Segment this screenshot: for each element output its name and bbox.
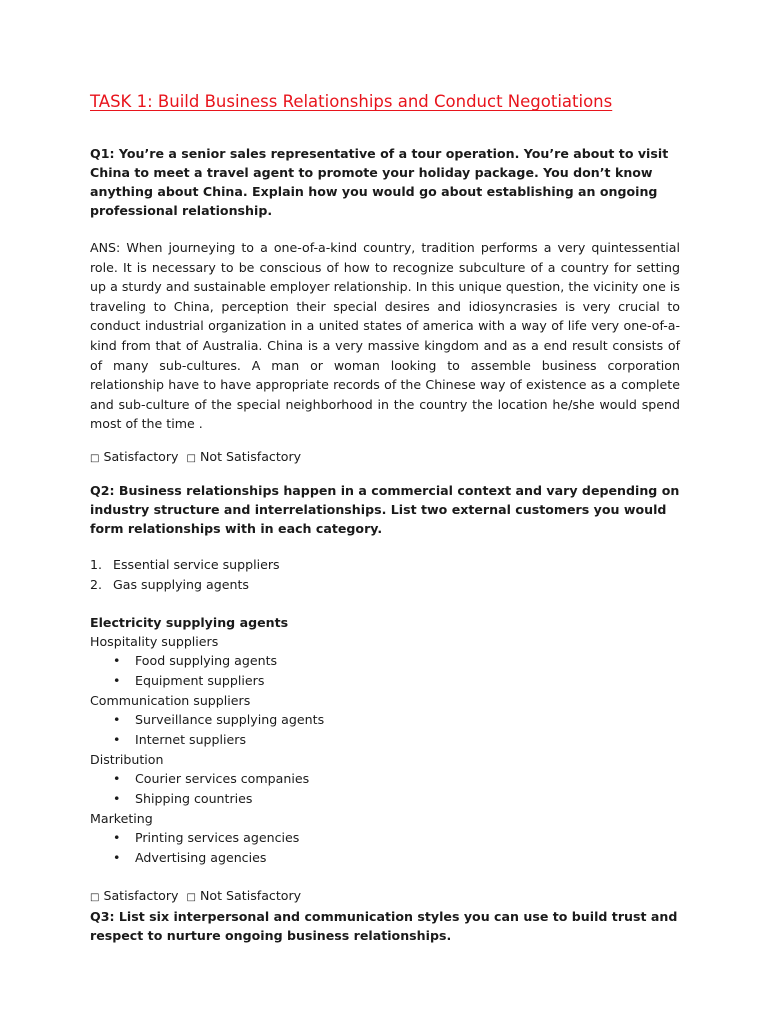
assessment-status-1 [90, 447, 680, 468]
category-groups [90, 632, 680, 868]
list-item [90, 651, 680, 671]
not-satisfactory-checkbox[interactable]: □ [186, 452, 196, 464]
satisfactory-label: Satisfactory [103, 887, 179, 903]
list-item-text: Advertising agencies [135, 849, 267, 865]
list-item-text: Equipment suppliers [135, 672, 265, 688]
list-item [90, 789, 680, 809]
question-2: Q2: Business relationships happen in a commercial context and vary depending on industry structure and interrelationships. List two external customers you would form relationships with in each category. [90, 482, 680, 536]
bullet-list [90, 828, 680, 868]
not-satisfactory-checkbox[interactable]: □ [186, 891, 196, 903]
bullet-icon: • [113, 790, 121, 806]
numbered-item [90, 575, 680, 595]
bullet-list [90, 769, 680, 809]
assessment-status-2 [90, 886, 680, 907]
list-item [90, 848, 680, 868]
question-3: Q3: List six interpersonal and communication styles you can use to build trust and respect to nurture ongoing business relationships. [90, 908, 678, 943]
question-1: Q1: You’re a senior sales representative of a tour operation. You’re about to visit China to meet a travel agent to promote your holiday package. You don’t know anything about China. Explain how you would go about establishing an ongoing professional relationship. [90, 146, 669, 218]
list-item-text: Surveillance supplying agents [135, 711, 325, 727]
category-heading: Distribution [90, 751, 164, 767]
answer-1: ANS: When journeying to a one-of-a-kind country, tradition performs a very quintessential role. It is necessary to be conscious of how to recognize subculture of a country for setting up a sturdy and sustainable employer relationship. In this unique question, the vicinity one is traveling to China, perception their special desires and idiosyncrasies is very crucial to conduct industrial organization in a united states of america with a way of life very one-of-a-kind from that of Australia. China is a very massive kingdom and as a end result consists of of many sub-cultures. A man or woman looking to assemble business corporation relationship have to have appropriate records of the Chinese way of existence as a complete and sub-culture of the special neighborhood in the country the location he/she would spend most of the time . [90, 240, 680, 432]
bullet-icon: • [113, 770, 121, 786]
list-item-text: Internet suppliers [135, 731, 247, 747]
list-item [90, 671, 680, 691]
bullet-icon: • [113, 652, 121, 668]
satisfactory-checkbox[interactable]: □ [90, 891, 100, 903]
bullet-icon: • [113, 849, 121, 865]
bullet-icon: • [113, 672, 121, 688]
list-item [90, 730, 680, 750]
list-number: 2. [90, 576, 103, 592]
list-item [90, 769, 680, 789]
list-item [90, 710, 680, 730]
category-heading: Marketing [90, 810, 153, 826]
list-item-text: Shipping countries [135, 790, 253, 806]
list-item-text: Printing services agencies [135, 829, 300, 845]
list-item-text: Food supplying agents [135, 652, 278, 668]
list-item-text: Courier services companies [135, 770, 310, 786]
category-heading: Communication suppliers [90, 692, 251, 708]
bullet-icon: • [113, 711, 121, 727]
category-heading-bold: Electricity supplying agents [90, 614, 289, 630]
bullet-icon: • [113, 829, 121, 845]
document-content [90, 92, 680, 945]
document-title: TASK 1: Build Business Relationships and Conduct Negotiations [90, 92, 613, 111]
satisfactory-label: Satisfactory [103, 448, 179, 464]
bullet-icon: • [113, 731, 121, 747]
not-satisfactory-label: Not Satisfactory [199, 887, 302, 903]
category-heading: Hospitality suppliers [90, 633, 219, 649]
numbered-list [90, 555, 680, 595]
satisfactory-checkbox[interactable]: □ [90, 452, 100, 464]
numbered-item [90, 555, 680, 575]
list-item-text: Essential service suppliers [113, 556, 280, 572]
list-item-text: Gas supplying agents [113, 576, 249, 592]
bullet-list [90, 651, 680, 691]
bullet-list [90, 710, 680, 750]
list-number: 1. [90, 556, 103, 572]
not-satisfactory-label: Not Satisfactory [199, 448, 302, 464]
list-item [90, 828, 680, 848]
